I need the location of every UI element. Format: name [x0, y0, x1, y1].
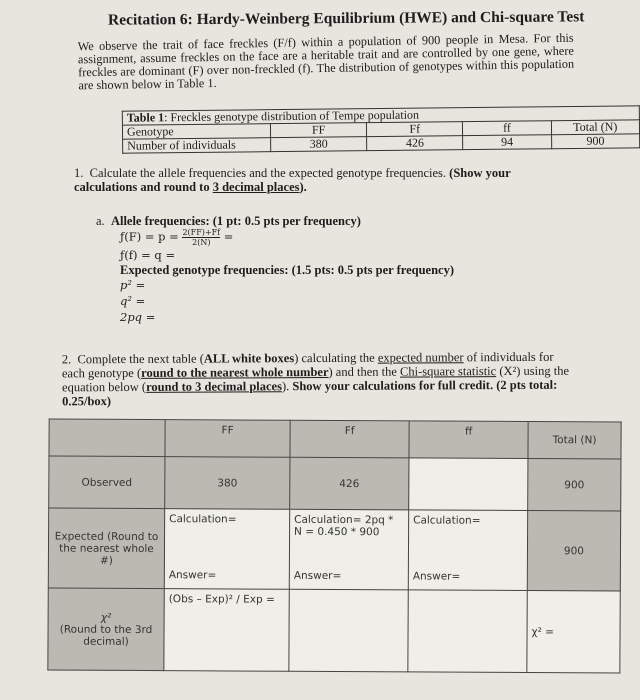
table-row: Expected (Round to the nearest whole #) Calculation= Answer= Calculation= 2pq * N = 0.450 * 900 Answer= Calculation= Answer= 900: [48, 508, 620, 591]
table-row: χ² (Round to the 3rd decimal) (Obs – Exp)² / Exp = χ² =: [48, 588, 620, 673]
question-1: 1. Calculate the allele frequencies and the expected genotype frequencies. (Show your calculations and round to 3 decimal places).: [74, 166, 511, 194]
chi-total-cell[interactable]: χ² =: [527, 591, 620, 673]
table-row: Observed 380 426 900: [49, 456, 621, 511]
table-1-caption: Table 1: Freckles genotype distribution of Tempe population: [122, 106, 639, 125]
question-1a: a. Allele frequencies: (1 pt: 0.5 pts per frequency) ƒ(F) = p = $\frac{2(FF)+Ff}{2(N)}$ = ƒ(f) = q = Expected genotype frequencies: (1.5 pts: 0.5 pts per frequency) p² = q² = 2pq =: [96, 214, 454, 324]
chi-ff-cell[interactable]: [408, 590, 527, 673]
expected-FF-cell[interactable]: Calculation= Answer=: [164, 509, 289, 590]
expected-Ff-cell[interactable]: Calculation= 2pq * N = 0.450 * 900 Answer=: [289, 509, 408, 590]
chi-Ff-cell[interactable]: [289, 589, 408, 672]
chi-square-table: [47, 419, 621, 674]
expected-ff-cell[interactable]: Calculation= Answer=: [408, 510, 527, 591]
observed-ff-input[interactable]: [409, 458, 528, 511]
intro-paragraph: We observe the trait of face freckles (F/f) within a population of 900 people in Mesa. For this assignment, assume freckles on the face are a heritable trait and are controlled by one gene, where freckles are dominant (F) over non-freckled (f). The distribution of genotypes within this population are shown below in Table 1.: [77, 30, 575, 93]
allele-formula: $\frac{2(FF)+Ff}{2(N)}$: [182, 228, 221, 247]
table-1: [122, 105, 640, 153]
table-row: Genotype FF Ff ff Total (N): [122, 120, 639, 139]
page-title: Recitation 6: Hardy-Weinberg Equilibrium (HWE) and Chi-square Test: [107, 8, 585, 29]
chi-FF-cell[interactable]: (Obs – Exp)² / Exp =: [164, 589, 289, 672]
table-row: Number of individuals 380 426 94 900: [123, 134, 640, 153]
question-2: 2. Complete the next table (ALL white boxes) calculating the expected number of individuals for each genotype (round to the nearest whole number) and then the Chi-square statistic (X²) using the equation below (round to 3 decimal places). Show your calculations for full credit. (2 pts total: 0.25/box): [61, 349, 570, 409]
table-row: FF Ff ff Total (N): [49, 419, 621, 459]
